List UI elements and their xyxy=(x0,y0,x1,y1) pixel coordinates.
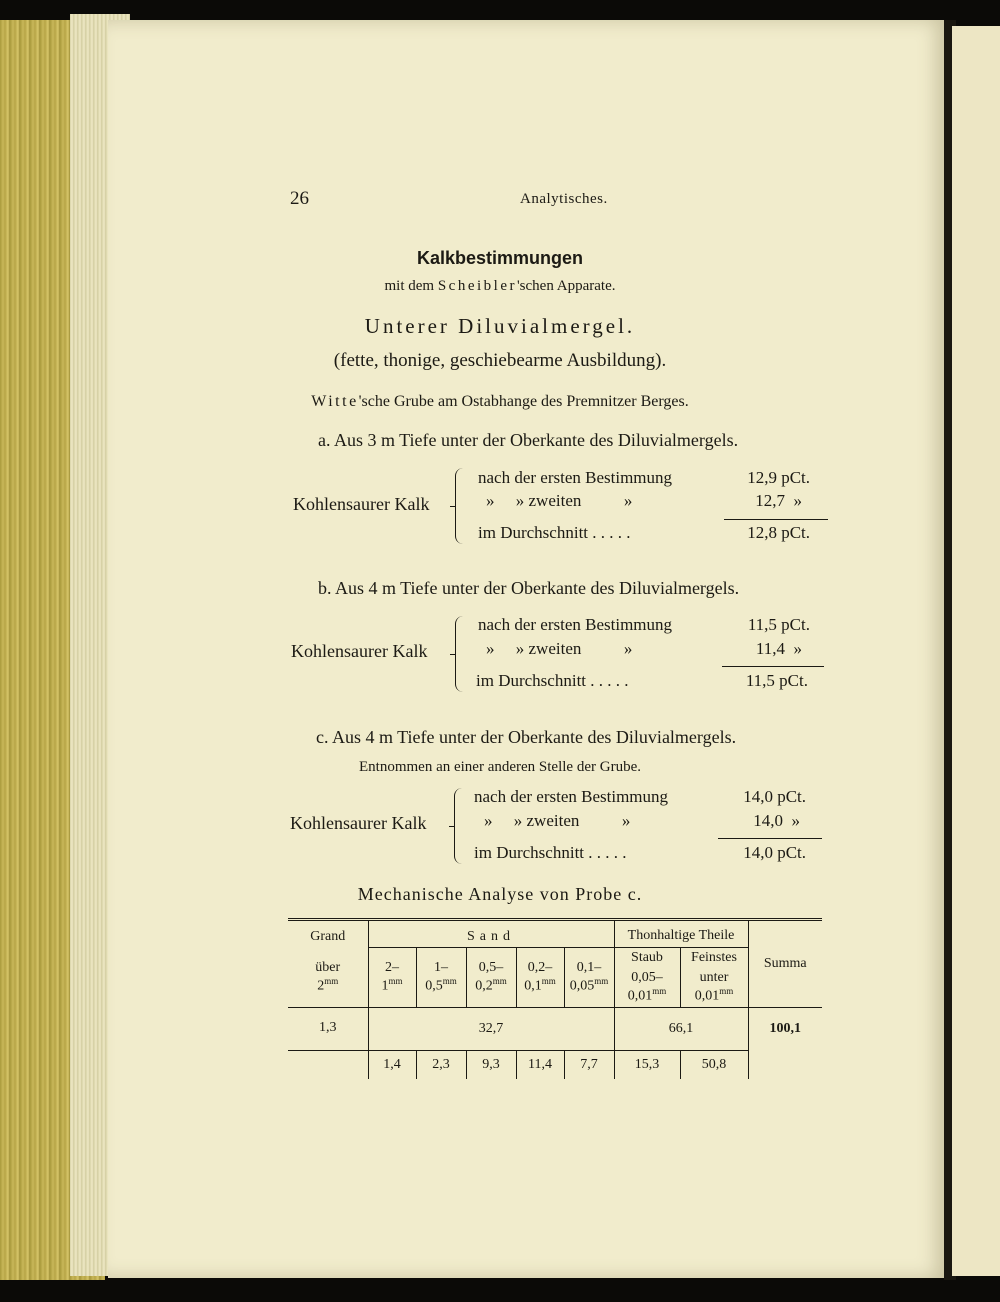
detail-staub: 15,3 xyxy=(614,1050,680,1079)
sand-col-3-mm: mm xyxy=(492,976,507,986)
detail-summa-empty xyxy=(748,1050,822,1079)
grand-sub xyxy=(288,948,368,1008)
summa-header: Summa xyxy=(763,955,807,971)
section-a-row-3-label: im Durchschnitt . . . . . xyxy=(478,523,631,542)
section-c-brace xyxy=(454,788,463,864)
detail-sand-4: 11,4 xyxy=(516,1050,564,1079)
thon-header: Thonhaltige Theile xyxy=(614,920,748,948)
section-a-row-3-value: 12,8 pCt. xyxy=(747,523,810,542)
sand-col-5-to: 0,05 xyxy=(569,978,595,994)
subtitle-name: Scheibler xyxy=(437,278,517,294)
sand-col-5-mm: mm xyxy=(594,976,609,986)
section-c-row-1-value: 14,0 pCt. xyxy=(743,787,806,806)
sand-col-3-from: 0,5– xyxy=(478,960,504,975)
section-a-brace xyxy=(455,468,464,544)
total-summa: 100,1 xyxy=(769,1020,801,1036)
section-c-substance: Kohlensaurer Kalk xyxy=(290,813,427,833)
subtitle-post: 'schen Apparate. xyxy=(516,278,616,294)
running-head: Analytisches. xyxy=(520,191,608,207)
section-a-row-2-value: 12,7 » xyxy=(755,491,802,510)
section-a-row-1-value: 12,9 pCt. xyxy=(747,468,810,487)
mech-totals-row xyxy=(288,1007,822,1050)
detail-grand-empty xyxy=(288,1050,368,1079)
sand-col-1-mm: mm xyxy=(388,976,403,986)
staub-range-from: 0,05– xyxy=(631,970,663,985)
mech-title: Mechanische Analyse von Probe c. xyxy=(357,884,643,904)
detail-sand-5: 7,7 xyxy=(564,1050,614,1079)
subtitle xyxy=(0,278,1000,295)
grand-sub-label: über xyxy=(315,959,341,975)
section-b-substance: Kohlensaurer Kalk xyxy=(291,641,428,661)
section-a-row-1-label: nach der ersten Bestimmung xyxy=(478,468,673,487)
sand-col-1-to: 1 xyxy=(381,978,389,994)
feinstes-range-from: unter xyxy=(699,970,729,985)
sand-col-3 xyxy=(466,948,516,1008)
sand-col-4-mm: mm xyxy=(541,976,556,986)
section-c-row-3-label: im Durchschnitt . . . . . xyxy=(474,843,627,862)
sand-col-2-from: 1– xyxy=(434,960,448,975)
staub-range-mm: mm xyxy=(652,986,667,996)
section-a-sum-line xyxy=(724,519,828,520)
sand-col-4-to: 0,1 xyxy=(524,978,542,994)
feinstes-range-mm: mm xyxy=(719,986,734,996)
sand-col-4-from: 0,2– xyxy=(527,960,553,975)
section-c-row-2-label: » » zweiten » xyxy=(484,811,631,830)
sand-col-5 xyxy=(564,948,614,1008)
mech-detail-row xyxy=(288,1050,822,1079)
total-thon: 66,1 xyxy=(614,1007,748,1050)
total-sand: 32,7 xyxy=(368,1007,614,1050)
section-c-heading: c. Aus 4 m Tiefe unter der Oberkante des Diluvialmergels. xyxy=(316,727,737,747)
grand-unit-mm: mm xyxy=(324,975,339,986)
sand-col-2-to: 0,5 xyxy=(425,978,443,994)
section-b-row-1-label: nach der ersten Bestimmung xyxy=(478,615,673,634)
subtitle-pre: mit dem xyxy=(384,278,438,294)
detail-sand-3: 9,3 xyxy=(466,1050,516,1079)
section-b-row-2-label: » » zweiten » xyxy=(486,639,633,658)
total-grand: 1,3 xyxy=(288,1007,368,1050)
page-number: 26 xyxy=(290,188,309,209)
next-page-edge xyxy=(952,26,1000,1276)
sand-col-2 xyxy=(416,948,466,1008)
detail-sand-1: 1,4 xyxy=(368,1050,416,1079)
section-c-sum-line xyxy=(718,838,822,839)
sand-col-1-from: 2– xyxy=(385,960,399,975)
section-b-heading: b. Aus 4 m Tiefe unter der Oberkante des Diluvialmergels. xyxy=(318,578,740,598)
section-c-row-3-value: 14,0 pCt. xyxy=(743,843,806,862)
page-title: Kalkbestimmungen xyxy=(416,248,584,268)
section-c-row-1-label: nach der ersten Bestimmung xyxy=(474,787,669,806)
feinstes-range xyxy=(680,968,748,1007)
sand-col-3-to: 0,2 xyxy=(475,978,493,994)
subheading: (fette, thonige, geschiebearme Ausbildung). xyxy=(333,350,667,371)
section-b-sum-line xyxy=(722,666,824,667)
sand-col-4 xyxy=(516,948,564,1008)
staub-range-to: 0,01 xyxy=(627,988,653,1004)
staub-header: Staub xyxy=(614,948,680,969)
section-c-note: Entnommen an einer anderen Stelle der Grube. xyxy=(359,759,641,775)
section-b-row-3-value: 11,5 pCt. xyxy=(745,671,808,690)
sand-col-2-mm: mm xyxy=(442,976,457,986)
grand-header: Grand xyxy=(288,920,368,948)
section-b-row-3-label: im Durchschnitt . . . . . xyxy=(476,671,629,690)
section-b-row-1-value: 11,5 pCt. xyxy=(747,615,810,634)
mech-header-row-2 xyxy=(288,948,822,969)
section-b-row-2-value: 11,4 » xyxy=(755,639,802,658)
section-c-row-2-value: 14,0 » xyxy=(753,811,800,830)
mech-header-row-1 xyxy=(288,920,822,948)
section-b-brace xyxy=(455,616,464,692)
sand-header: Sand xyxy=(368,920,614,948)
feinstes-range-to: 0,01 xyxy=(694,988,720,1004)
feinstes-header: Feinstes xyxy=(680,948,748,969)
sand-col-5-from: 0,1– xyxy=(576,960,602,975)
section-a-substance: Kohlensaurer Kalk xyxy=(293,494,430,514)
section-a-heading: a. Aus 3 m Tiefe unter der Oberkante des Diluvialmergels. xyxy=(318,430,739,450)
location xyxy=(0,393,1000,411)
detail-sand-2: 2,3 xyxy=(416,1050,466,1079)
sand-col-1 xyxy=(368,948,416,1008)
mech-table xyxy=(288,918,822,1079)
heading: Unterer Diluvialmergel. xyxy=(364,314,636,338)
detail-feinstes: 50,8 xyxy=(680,1050,748,1079)
section-a-row-2-label: » » zweiten » xyxy=(486,491,633,510)
location-rest: 'sche Grube am Ostabhange des Premnitzer Berges. xyxy=(358,393,689,410)
grand-unit: 2 xyxy=(317,978,325,994)
staub-range xyxy=(614,968,680,1007)
location-name: Witte xyxy=(311,393,359,410)
